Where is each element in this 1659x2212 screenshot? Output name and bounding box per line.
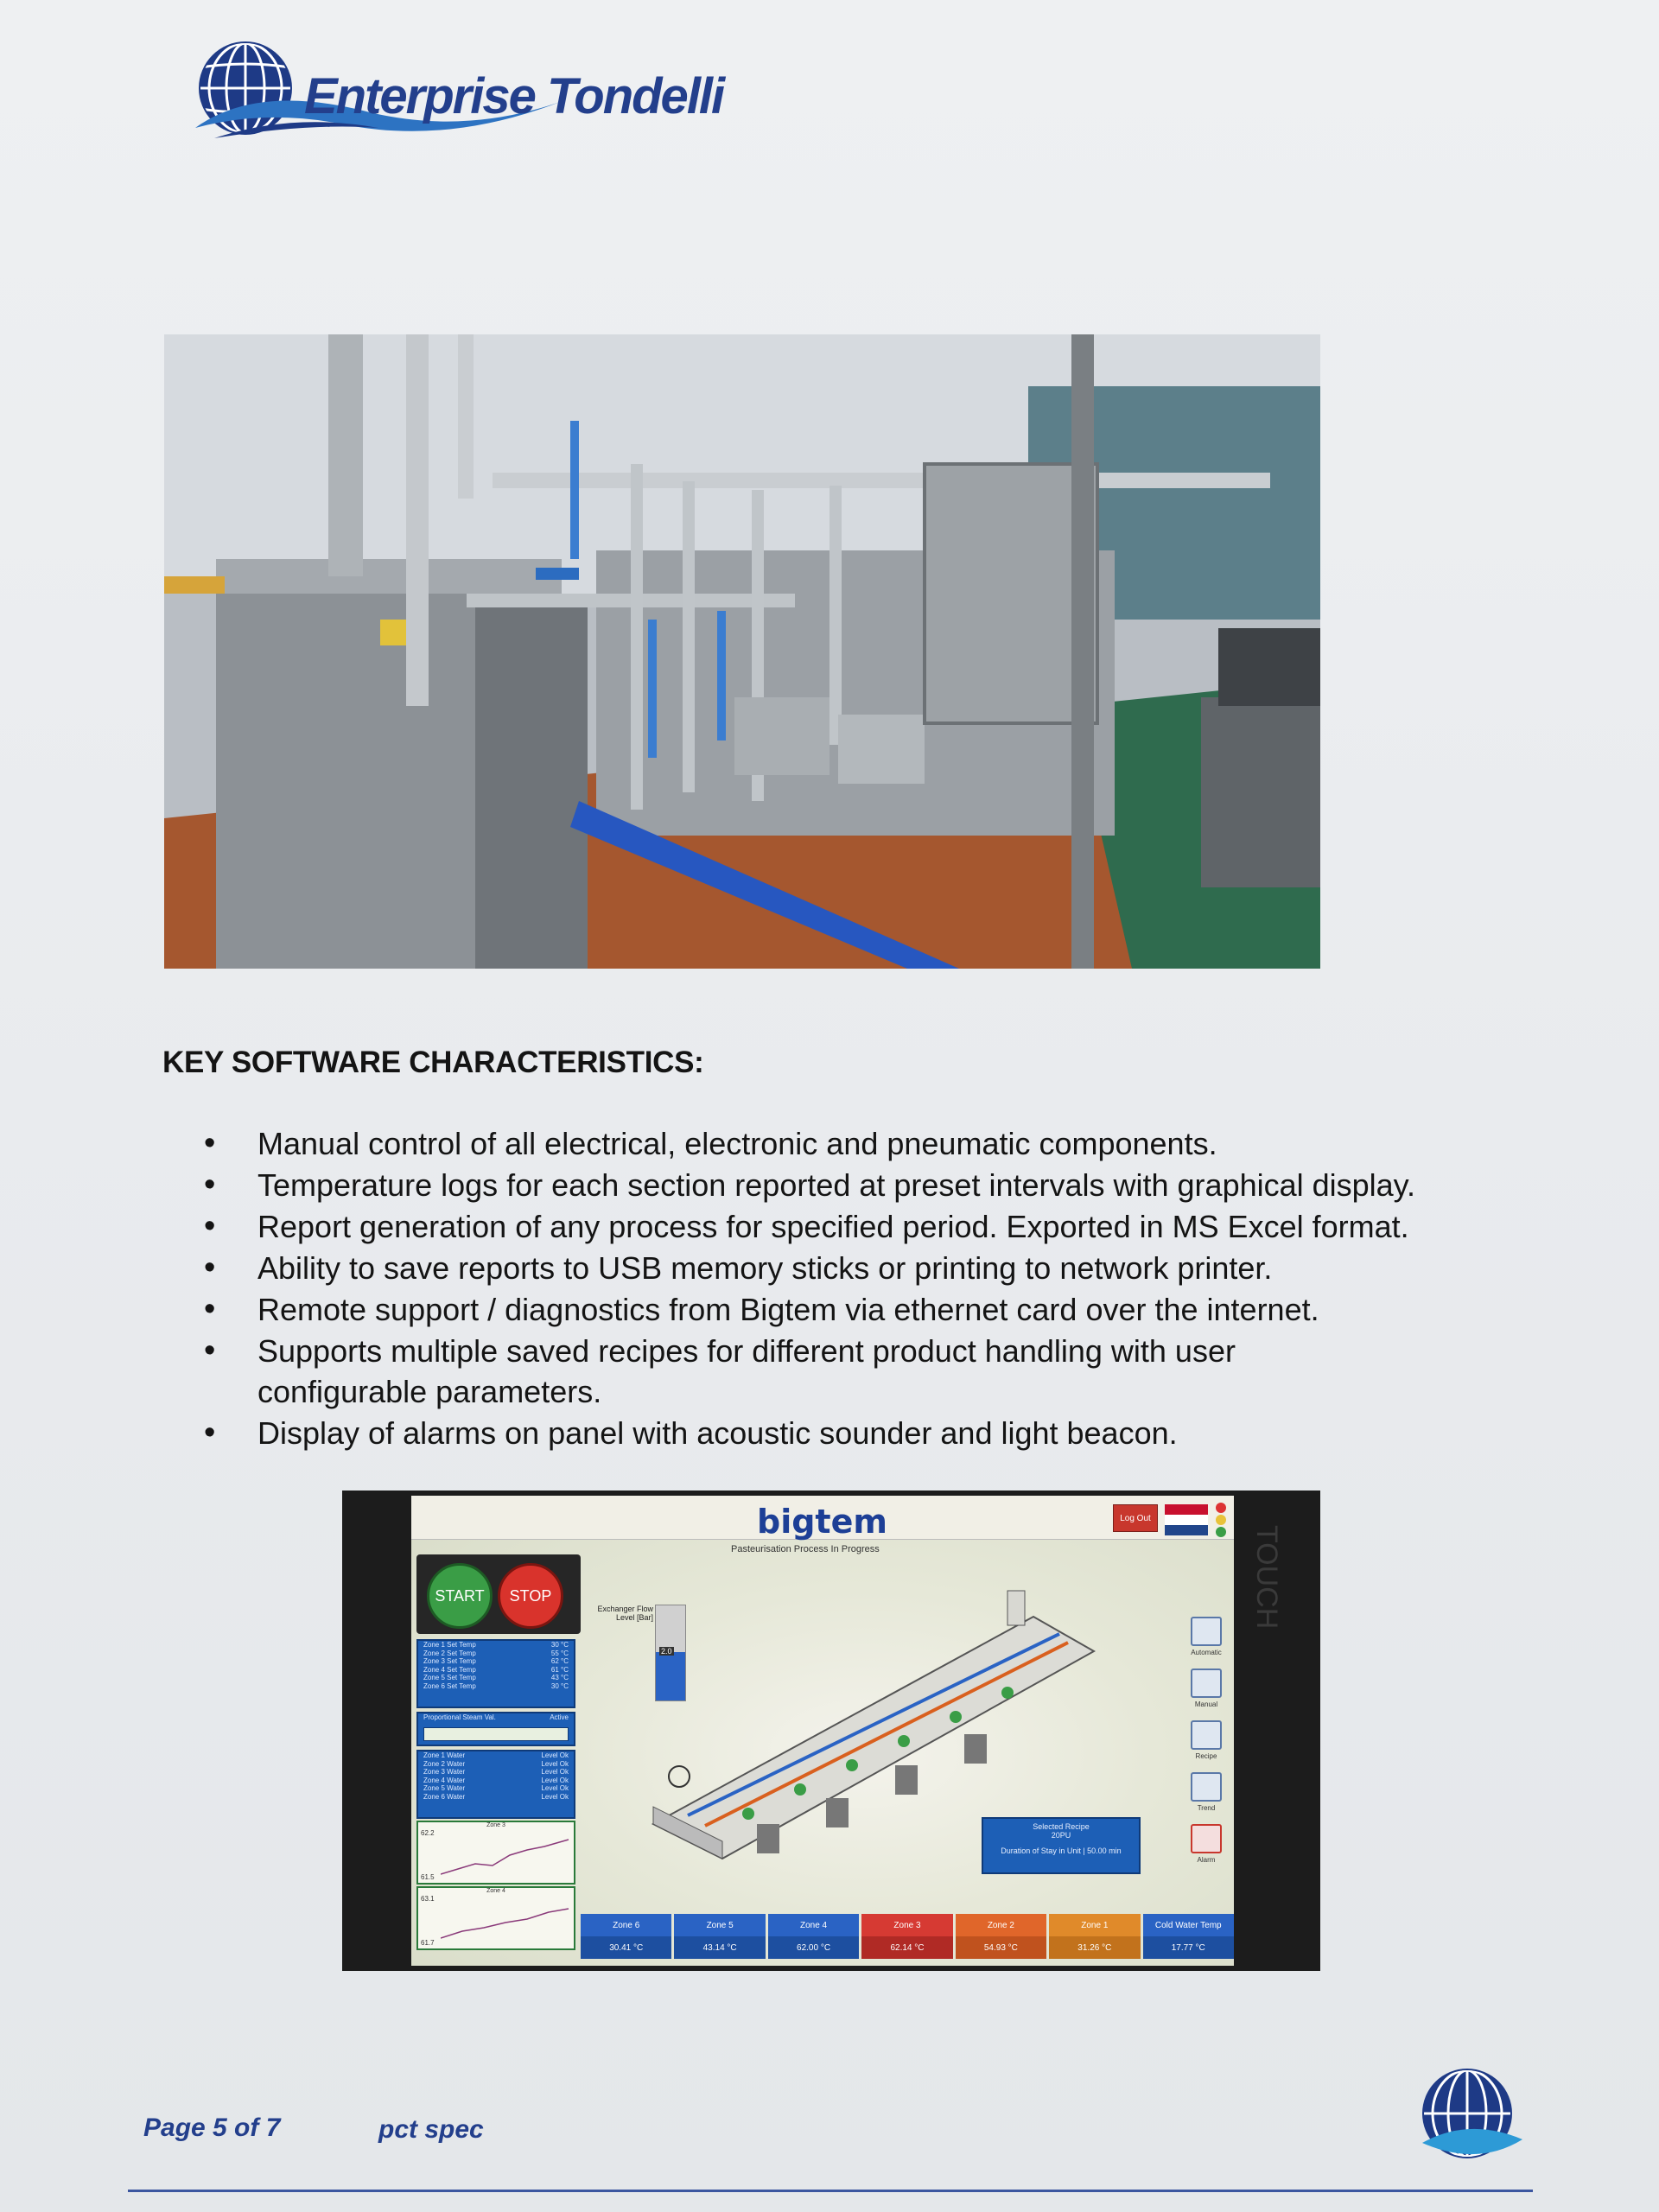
- page-number: Page 5 of 7: [143, 2113, 281, 2142]
- hmi-brand: bigtem: [757, 1503, 887, 1541]
- flag-icon: [1165, 1504, 1217, 1535]
- factory-photo: [164, 334, 1320, 969]
- zone-tile[interactable]: Zone 4 62.00 °C: [768, 1914, 859, 1964]
- zone-tile[interactable]: Zone 2 54.93 °C: [956, 1914, 1046, 1964]
- exchanger-label: Exchanger Flow Level [Bar]: [597, 1605, 653, 1622]
- hmi-screenshot: [342, 1491, 1320, 1971]
- section-heading: KEY SOFTWARE CHARACTERISTICS:: [162, 1046, 704, 1079]
- automatic-menu-button[interactable]: Automatic: [1189, 1617, 1224, 1656]
- list-item: • Display of alarms on panel with acoustic sounder and light beacon.: [199, 1413, 1547, 1453]
- list-item: • Manual control of all electrical, electronic and pneumatic components.: [199, 1123, 1547, 1164]
- start-button[interactable]: START: [427, 1563, 493, 1629]
- brand-name: Enterprise Tondelli: [304, 68, 724, 124]
- zone-tile[interactable]: Cold Water Temp 17.77 °C: [1143, 1914, 1234, 1964]
- zone-bar: [581, 1914, 1234, 1964]
- list-item: • Remote support / diagnostics from Bigtem via ethernet card over the internet.: [199, 1289, 1547, 1330]
- trend-chart-b: Zone 4 63.1 61.7: [416, 1886, 575, 1950]
- logout-button[interactable]: Log Out: [1113, 1504, 1158, 1532]
- recipe-menu-button[interactable]: Recipe: [1189, 1720, 1224, 1760]
- list-item: • Supports multiple saved recipes for different product handling with user configurable parameters.: [199, 1331, 1381, 1412]
- alarm-menu-button[interactable]: Alarm: [1189, 1824, 1224, 1864]
- steam-valve-panel: Proportional Steam Val. Active: [416, 1712, 575, 1746]
- exchanger-gauge: 2.0: [655, 1605, 686, 1701]
- zone-tile[interactable]: Zone 3 62.14 °C: [861, 1914, 952, 1964]
- signal-lights-icon: [1213, 1501, 1229, 1539]
- stop-button[interactable]: STOP: [498, 1563, 563, 1629]
- zone-tile[interactable]: Zone 5 43.14 °C: [674, 1914, 765, 1964]
- selected-recipe-box: Selected Recipe 20PU Duration of Stay in Unit | 50.00 min: [982, 1817, 1141, 1874]
- bezel-text: TOUCH: [1250, 1525, 1283, 1630]
- trend-chart-a: Zone 3 62.2 61.5: [416, 1821, 575, 1885]
- document-name: pct spec: [378, 2115, 484, 2144]
- hmi-status: Pasteurisation Process In Progress: [731, 1544, 880, 1554]
- footer-divider: [128, 2190, 1533, 2192]
- list-item: • Ability to save reports to USB memory sticks or printing to network printer.: [199, 1248, 1547, 1288]
- hmi-screen: [411, 1496, 1234, 1966]
- globe-logo-icon: [1417, 2063, 1524, 2171]
- list-item: • Temperature logs for each section reported at preset intervals with graphical display.: [199, 1165, 1459, 1205]
- set-temp-panel: Zone 1 Set Temp 30 °C Zone 2 Set Temp 55 °C Zone 3 Set Temp 62 °C Zone 4 Set Temp 61 °C Zone 5 Set Temp 43 °C Zone 6 Set Temp 30 °C: [416, 1639, 575, 1708]
- characteristics-list: [199, 1123, 1547, 1454]
- manual-menu-button[interactable]: Manual: [1189, 1669, 1224, 1708]
- trend-menu-button[interactable]: Trend: [1189, 1772, 1224, 1812]
- water-level-panel: Zone 1 Water Level Ok Zone 2 Water Level Ok Zone 3 Water Level Ok Zone 4 Water Level Ok Zone 5 Water Level Ok Zone 6 Water Level Ok: [416, 1750, 575, 1819]
- list-item: • Report generation of any process for specified period. Exported in MS Excel format.: [199, 1206, 1547, 1247]
- zone-tile[interactable]: Zone 1 31.26 °C: [1049, 1914, 1140, 1964]
- zone-tile[interactable]: Zone 6 30.41 °C: [581, 1914, 671, 1964]
